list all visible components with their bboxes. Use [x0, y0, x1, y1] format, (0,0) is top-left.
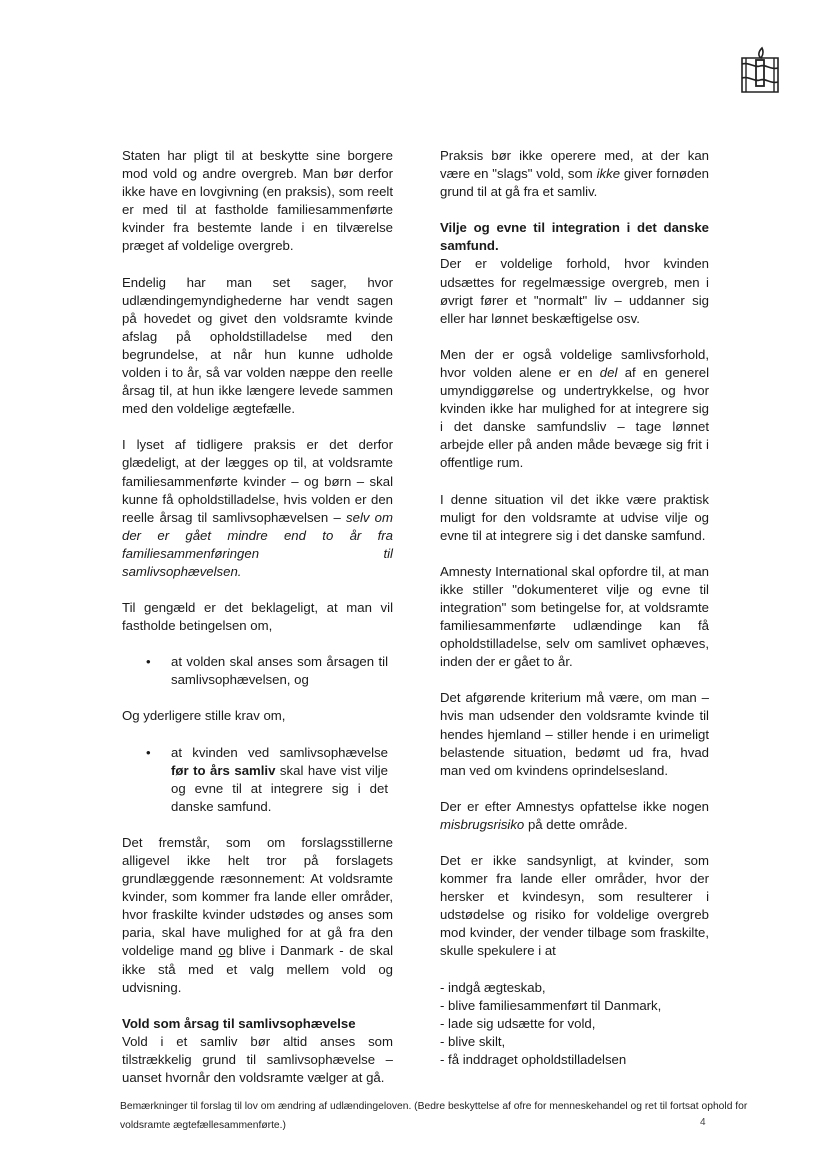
- list-item: - blive familiesammenført til Danmark,: [440, 997, 662, 1013]
- list-item: - få inddraget opholdstilladelsen: [440, 1051, 627, 1067]
- paragraph: Der er voldelige forhold, hvor kvinden udsættes for regelmæssige overgreb, men i øvrigt fører et "normalt" liv – uddanner sig eller har lønnet beskæftigelse osv.: [440, 256, 709, 326]
- list-item: - lade sig udsætte for vold,: [440, 1015, 596, 1031]
- paragraph: Amnesty International skal opfordre til, at man ikke stiller "dokumenteret vilje og evne til integration" som betingelse for, at voldsramte familiesammenførte udlændinge kan få opholdstilladelse, selv om samlivet ophæves, inden der er gået to år.: [440, 563, 709, 670]
- list-item: - indgå ægteskab,: [440, 979, 546, 995]
- paragraph: Det fremstår, som om forslagsstillerne alligevel ikke helt tror på forslagets grundlæggende ræsonnement: At voldsramte kvinder, som kommer fra lande eller områder, hvor fraskilte kvinder udstødes og anses som paria, skal have mulighed for at gå fra den voldelige mand og blive i Danmark - de skal ikke stå med et valg mellem vold og udvisning.: [122, 834, 394, 995]
- paragraph: Til gengæld er det beklageligt, at man vil fastholde betingelsen om,: [122, 600, 393, 634]
- paragraph: Men der er også voldelige samlivsforhold, hvor volden alene er en del af en generel umyndiggørelse og undertrykkelse, og hvor kvinden ikke har mulighed for at integrere sig i det danske samfundsliv – tage lønnet arbejde eller på anden måde bevæge sig frit i offentlige rum.: [440, 346, 710, 471]
- section-heading: Vold som årsag til samlivsophævelse: [122, 1015, 356, 1031]
- footer-note: Bemærkninger til forslag til lov om ændring af udlændingeloven. (Bedre beskyttelse af ofre for menneskehandel og ret til fortsat ophold for voldsramte ægtefællesammenførte.): [120, 1101, 748, 1131]
- bullet-item: • at kvinden ved samlivsophævelse før to års samliv skal have vist vilje og evne til at integrere sig i det danske samfund.: [146, 744, 389, 814]
- paragraph: Vold i et samliv bør altid anses som tilstrækkelig grund til samlivsophævelse – uanset hvornår den voldsramte vælger at gå.: [122, 1033, 393, 1086]
- paragraph: Det er ikke sandsynligt, at kvinder, som kommer fra lande eller områder, hvor der hersker et kvindesyn, som resulterer i udstødelse og risiko for voldelige overgreb mod kvinder, der vender tilbage som fraskilte, skulle spekulere i at: [440, 853, 709, 959]
- amnesty-candle-logo-icon: [736, 44, 784, 100]
- paragraph: I denne situation vil det ikke være praktisk muligt for den voldsramte at udvise vilje og evne til at integrere sig i det danske samfund.: [440, 491, 709, 543]
- bullet-icon: •: [146, 654, 151, 670]
- bullet-item: • at volden skal anses som årsagen til samlivsophævelsen, og: [146, 654, 388, 688]
- list-item: - blive skilt,: [440, 1033, 506, 1049]
- paragraph: Det afgørende kriterium må være, om man – hvis man udsender den voldsramte kvinde til hendes hjemland – stiller hende i en urimeligt belastende situation, bedømt ud fra, hvad man ved om kvindens oprindelsesland.: [440, 690, 709, 778]
- page-number: 4: [700, 1117, 706, 1128]
- paragraph: Staten har pligt til at beskytte sine borgere mod vold og andre overgreb. Man bør derfor ikke have en lovgivning (en praksis), som reelt er med til at fastholde familiesammenførte kvinder fra bestemte lande i en tilværelse præget af voldelige overgreb.: [122, 148, 393, 254]
- paragraph: Praksis bør ikke operere med, at der kan være en "slags" vold, som ikke giver fornøden grund til at gå fra et samliv.: [440, 148, 709, 200]
- paragraph: Og yderligere stille krav om,: [122, 708, 286, 724]
- paragraph: I lyset af tidligere praksis er det derfor glædeligt, at der lægges op til, at voldsramte familiesammenførte kvinder – og børn – skal kunne få opholdstilladelse, hvis volden er den reelle årsag til samlivsophævelsen – selv om der er gået mindre end to år fra familiesammenføringen til samlivsophævelsen.: [122, 437, 394, 579]
- right-column: [440, 147, 709, 1069]
- paragraph: Endelig har man set sager, hvor udlændingemyndighederne har vendt sagen på hovedet og givet den voldsramte kvinde afslag på opholdstilladelse med den begrundelse, at når hun kunne udholde volden i to år, så var volden næppe den reelle årsag til, at hun ikke længere levede sammen med den voldelige ægtefælle.: [122, 274, 393, 417]
- paragraph: Der er efter Amnestys opfattelse ikke nogen misbrugsrisiko på dette område.: [440, 798, 709, 832]
- bullet-icon: •: [146, 744, 151, 760]
- left-column: [122, 147, 393, 1087]
- section-heading: Vilje og evne til integration i det danske samfund.: [440, 220, 709, 254]
- dash-list: [440, 979, 709, 1069]
